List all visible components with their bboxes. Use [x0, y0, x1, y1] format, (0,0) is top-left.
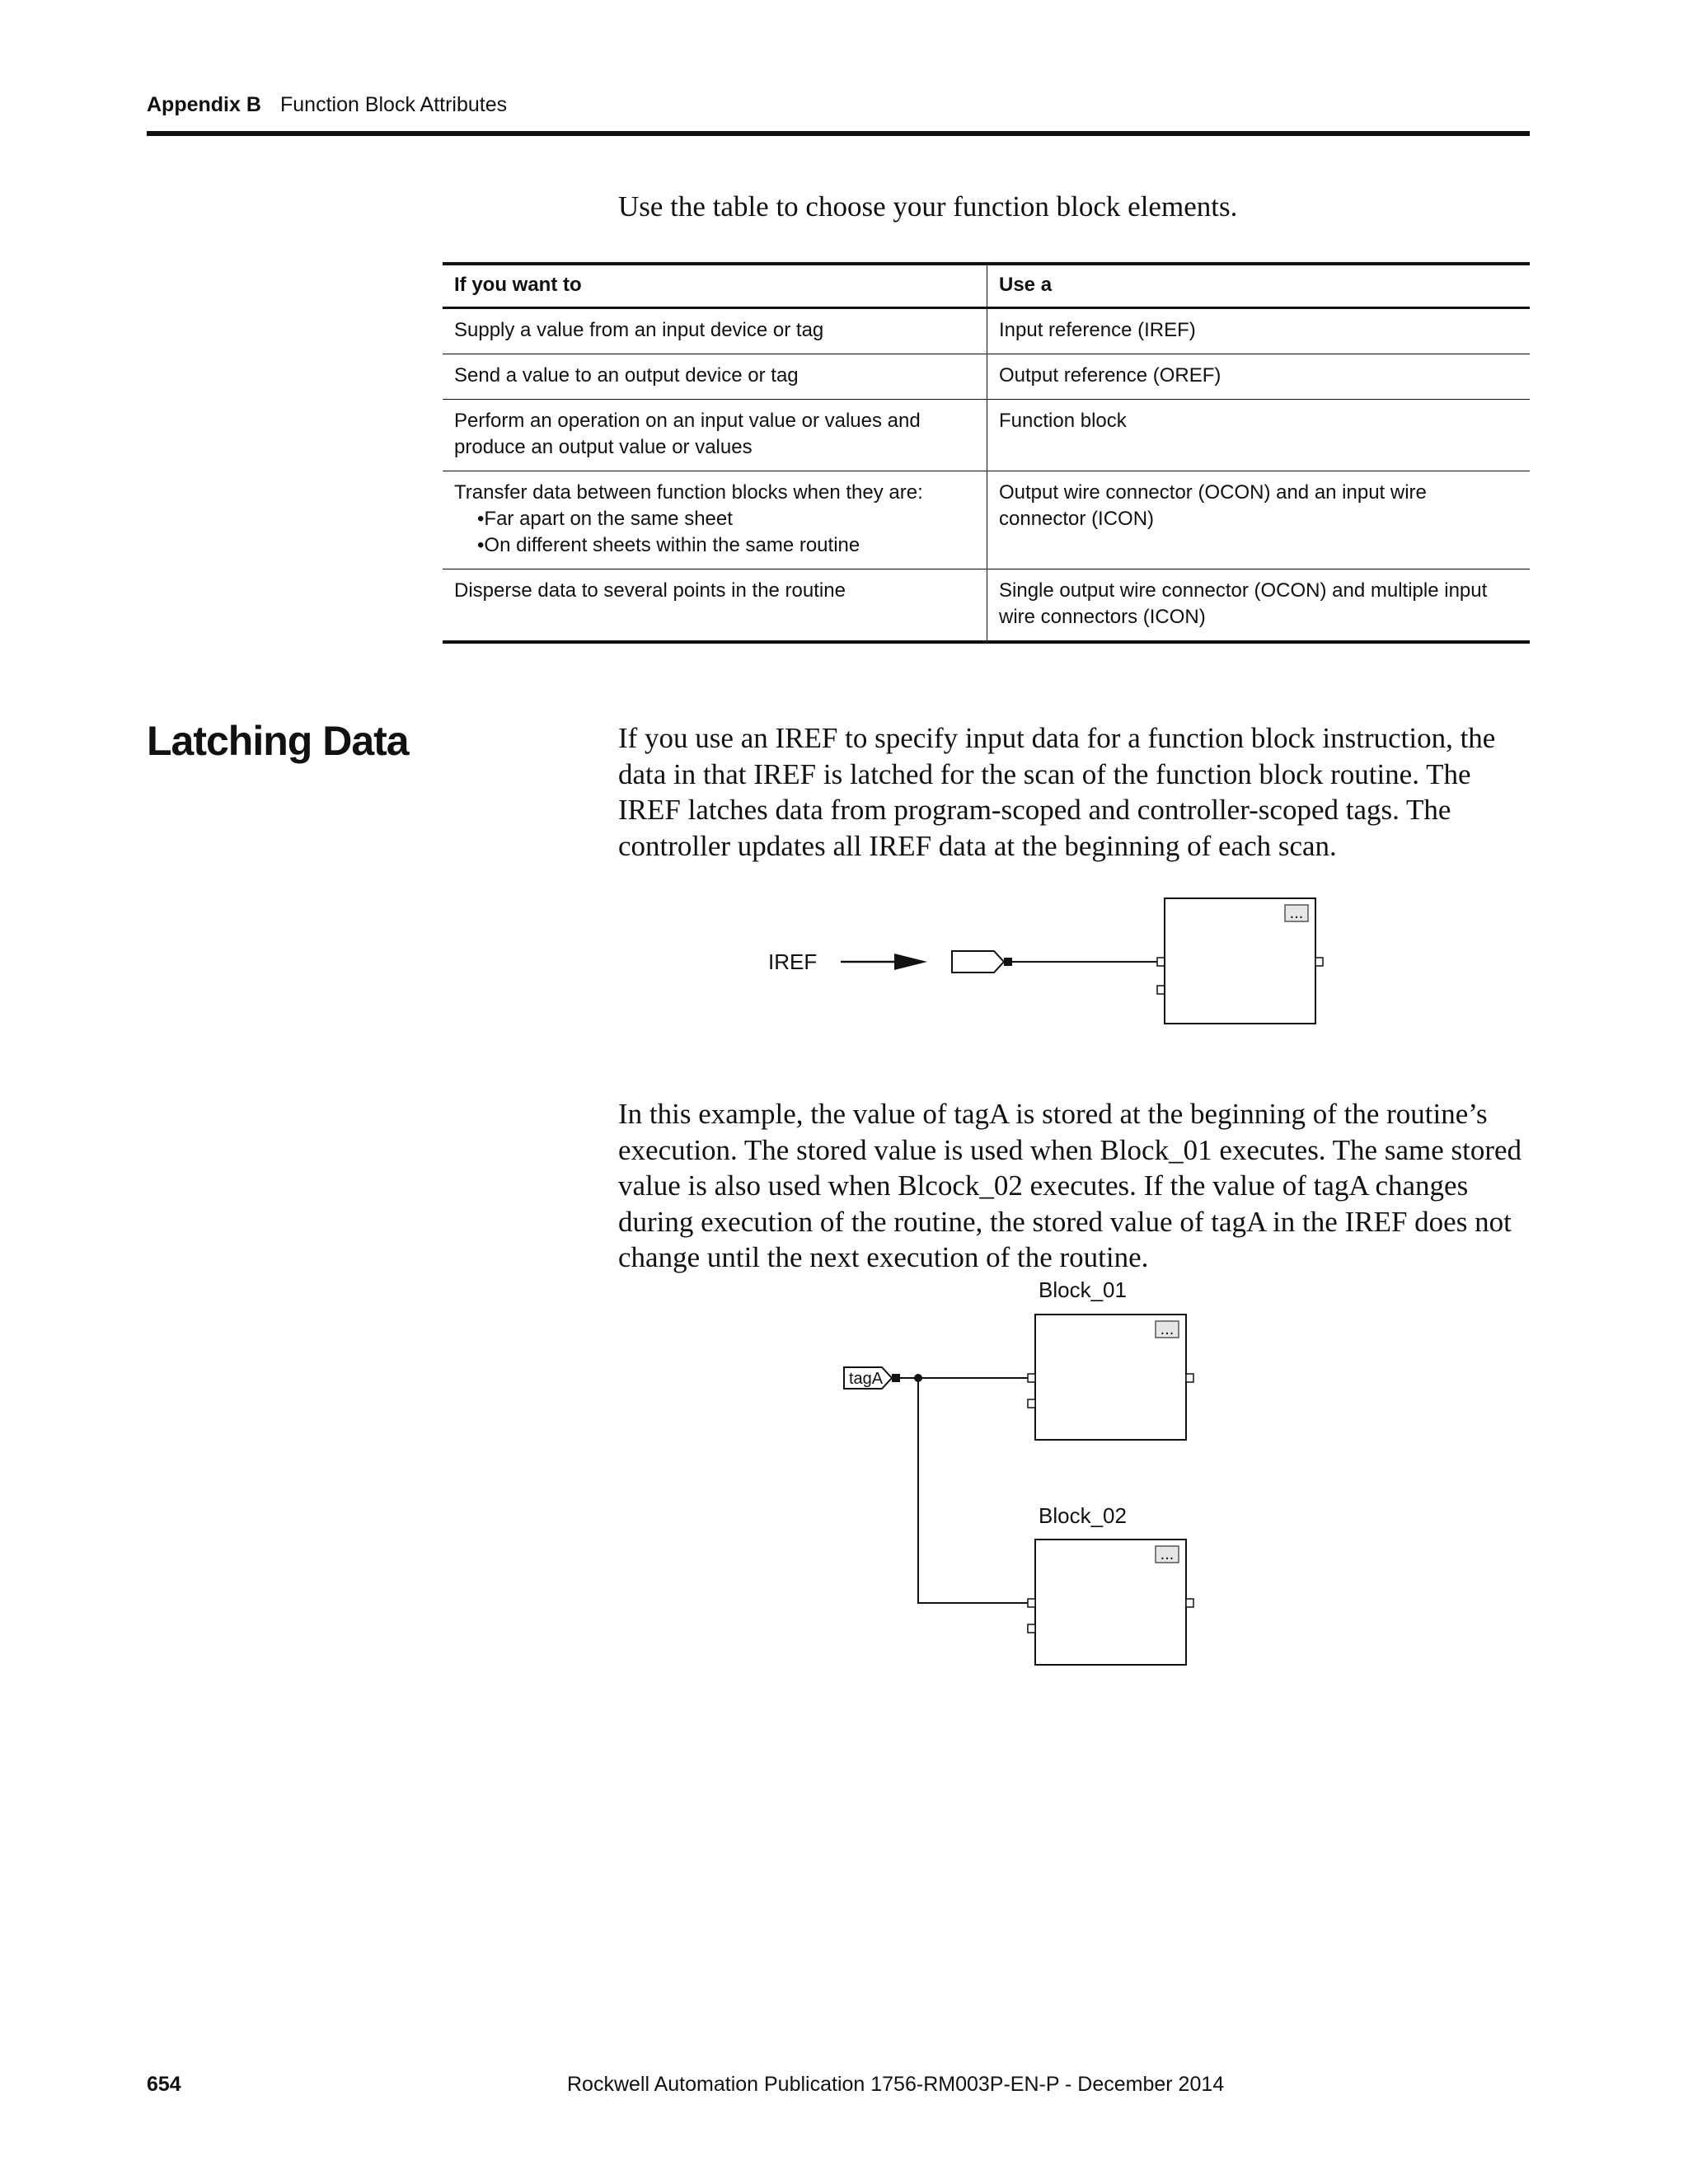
header-section-title: Function Block Attributes: [280, 93, 508, 116]
header-appendix-label: Appendix B: [147, 93, 261, 116]
table-cell-use: Output reference (OREF): [987, 354, 1531, 400]
table-cell-use: Single output wire connector (OCON) and multiple input wire connectors (ICON): [987, 569, 1531, 643]
bullet-item: • On different sheets within the same routine: [477, 532, 975, 559]
taga-output-pin: [892, 1374, 900, 1382]
table-cell-use: Output wire connector (OCON) and an input wire connector (ICON): [987, 471, 1531, 569]
section-heading-latching-data: Latching Data: [147, 718, 409, 764]
block-02-output-pin: [1186, 1599, 1193, 1607]
block-input-pin: [1157, 986, 1165, 994]
table-row: [443, 471, 1530, 569]
pointer-arrow-head: [894, 954, 927, 970]
bullet-item: • Far apart on the same sheet: [477, 506, 975, 532]
table-cell-want: [443, 471, 987, 569]
table-cell-use: Function block: [987, 400, 1531, 471]
ellipsis-button-text: ...: [1160, 1320, 1175, 1338]
column-header-want: If you want to: [443, 264, 987, 308]
table-row: [443, 569, 1530, 643]
block-input-pin: [1157, 958, 1165, 966]
iref-tag-shape: [952, 951, 1004, 972]
iref-diagram: [742, 882, 1352, 1030]
ellipsis-button-text: ...: [1160, 1545, 1175, 1563]
block-01-label: Block_01: [1039, 1277, 1127, 1302]
table-row: [443, 308, 1530, 354]
tag-fanout-diagram: [824, 1273, 1236, 1677]
iref-output-pin: [1004, 958, 1012, 966]
table-cell-want: Send a value to an output device or tag: [443, 354, 987, 400]
ellipsis-button-text: ...: [1289, 904, 1304, 922]
table-row: [443, 354, 1530, 400]
block-01-input-pin: [1028, 1374, 1035, 1382]
latching-paragraph: If you use an IREF to specify input data for a function block instruction, the data in that IREF is latched for the scan of the function block routine. The IREF latches data from program-scoped and controller-scoped tags. The controller updates all IREF data at the beginning of each scan.: [618, 722, 1496, 862]
block-output-pin: [1315, 958, 1323, 966]
header-rule: [147, 131, 1530, 136]
function-block-elements-table: [443, 262, 1530, 644]
page-number: 654: [147, 2073, 181, 2096]
block-02-input-pin: [1028, 1624, 1035, 1633]
taga-wire-to-block-02: [918, 1378, 1028, 1603]
table-cell-want: Supply a value from an input device or tag: [443, 308, 987, 354]
block-01-output-pin: [1186, 1374, 1193, 1382]
table-cell-want: Disperse data to several points in the routine: [443, 569, 987, 643]
table-cell-want: Perform an operation on an input value or values and produce an output value or values: [443, 400, 987, 471]
example-paragraph: In this example, the value of tagA is stored at the beginning of the routine’s execution. The stored value is used when Block_01 executes. The same stored value is also used when Blcock_02 executes. If the value of tagA changes during execution of the routine, the stored value of tagA in the IREF does not change until the next execution of the routine.: [618, 1098, 1522, 1273]
table-intro-text: Use the table to choose your function block elements.: [618, 190, 1238, 223]
block-02-label: Block_02: [1039, 1503, 1127, 1528]
table-cell-want-text: Transfer data between function blocks when they are:: [454, 481, 923, 504]
block-02-input-pin: [1028, 1599, 1035, 1607]
table-cell-use: Input reference (IREF): [987, 308, 1531, 354]
table-header-row: [443, 264, 1530, 308]
block-01-input-pin: [1028, 1399, 1035, 1408]
publication-info: Rockwell Automation Publication 1756-RM003P-EN-P - December 2014: [567, 2073, 1225, 2096]
taga-label: tagA: [849, 1370, 884, 1388]
iref-label: IREF: [768, 949, 818, 974]
table-cell-bullet-list: [454, 506, 975, 559]
table-row: [443, 400, 1530, 471]
column-header-use: Use a: [987, 264, 1531, 308]
